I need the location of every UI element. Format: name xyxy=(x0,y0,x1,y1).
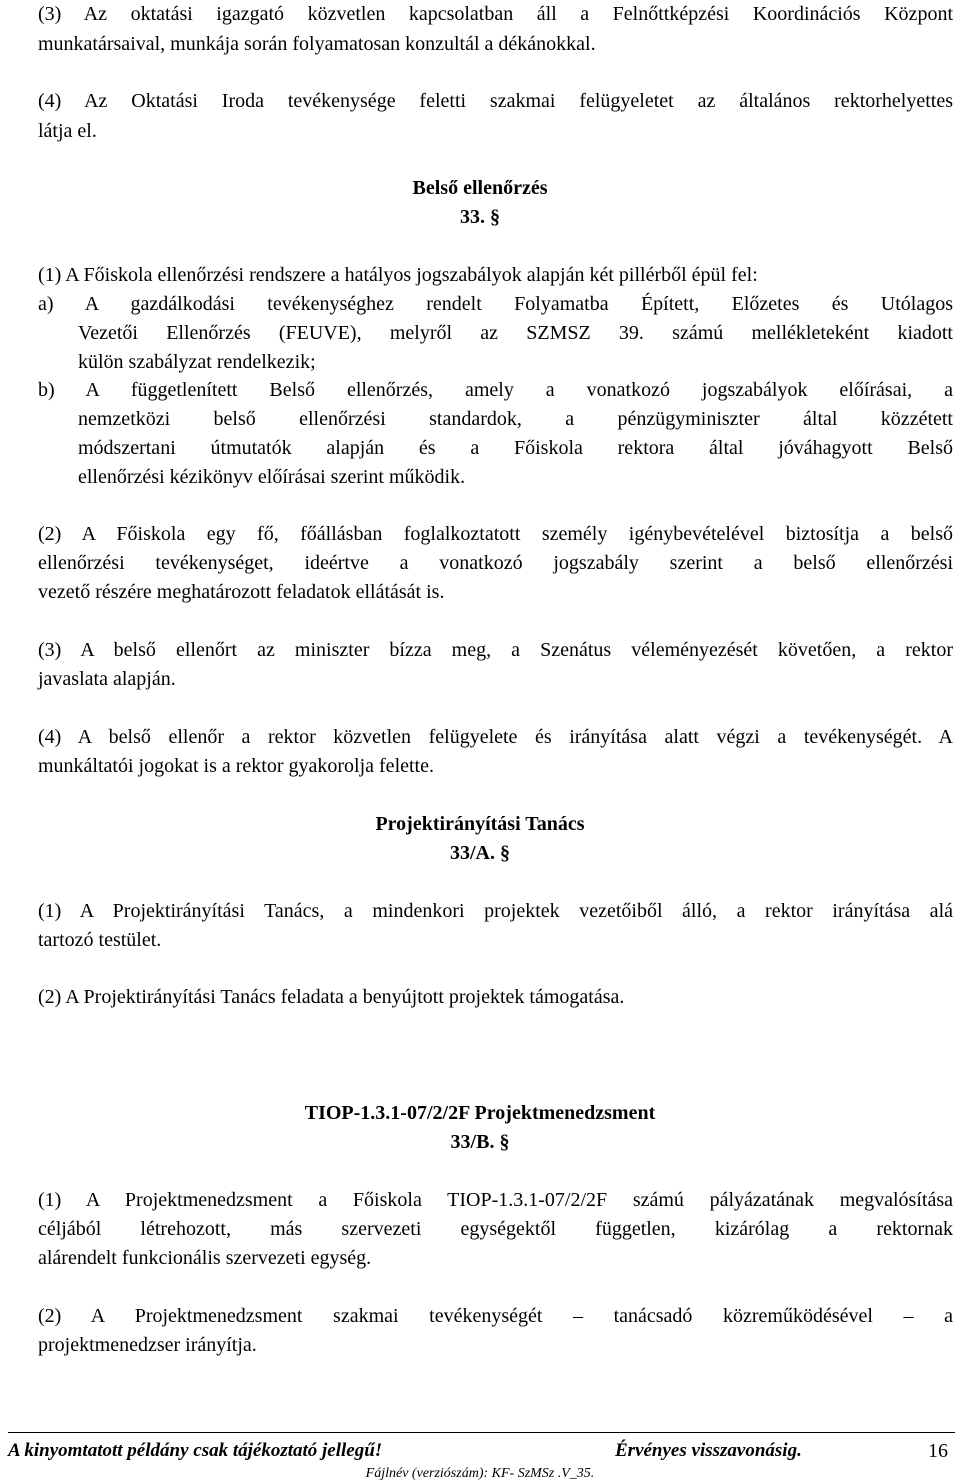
list-item-line: módszertani útmutatók alapján és a Főiskola rektora által jóváhagyott Belső xyxy=(78,437,953,459)
footer-filename: Fájlnév (verziószám): KF- SzMSz .V_35. xyxy=(365,1466,595,1481)
section-number: 33. § xyxy=(460,206,500,228)
paragraph-line: látja el. xyxy=(38,120,97,142)
page-number: 16 xyxy=(928,1440,948,1462)
section-heading: TIOP-1.3.1-07/2/2F Projektmenedzsment xyxy=(304,1102,656,1124)
section-heading: Belső ellenőrzés xyxy=(412,177,548,199)
section-number: 33/A. § xyxy=(450,842,510,864)
paragraph-line: (1) A Projektmenedzsment a Főiskola TIOP-1.3.1-07/2/2F számú pályázatának megvalósítása xyxy=(38,1189,953,1211)
paragraph-line: (4) A belső ellenőr a rektor közvetlen felügyelete és irányítása alatt végzi a tevékenységét. A xyxy=(38,726,953,748)
paragraph-line: (1) A Projektirányítási Tanács, a mindenkori projektek vezetőiből álló, a rektor irányítása alá xyxy=(38,900,953,922)
list-item-line: ellenőrzési kézikönyv előírásai szerint működik. xyxy=(78,466,466,488)
paragraph-line: munkáltatói jogokat is a rektor gyakorolja felette. xyxy=(38,755,434,777)
paragraph-line: ellenőrzési tevékenységet, ideértve a vonatkozó jogszabály szerint a belső ellenőrzési xyxy=(38,552,953,574)
paragraph-line: (3) Az oktatási igazgató közvetlen kapcsolatban áll a Felnőttképzési Koordinációs Központ xyxy=(38,3,953,25)
paragraph-line: (2) A Főiskola egy fő, főállásban foglalkoztatott személy igénybevételével biztosítja a belső xyxy=(38,523,953,545)
paragraph-line: javaslata alapján. xyxy=(38,668,176,690)
list-item-line: b) A függetlenített Belső ellenőrzés, amely a vonatkozó jogszabályok előírásai, a xyxy=(38,379,953,401)
list-item-line: a) A gazdálkodási tevékenységhez rendelt Folyamatba Épített, Előzetes és Utólagos xyxy=(38,293,953,315)
footer-disclaimer: A kinyomtatott példány csak tájékoztató jellegű! xyxy=(8,1440,383,1461)
paragraph-line: (1) A Főiskola ellenőrzési rendszere a hatályos jogszabályok alapján két pillérből épül fel: xyxy=(38,264,758,286)
paragraph-line: munkatársaival, munkája során folyamatosan konzultál a dékánokkal. xyxy=(38,33,596,55)
footer-validity: Érvényes visszavonásig. xyxy=(615,1440,802,1461)
paragraph-line: (2) A Projektirányítási Tanács feladata a benyújtott projektek támogatása. xyxy=(38,986,625,1008)
paragraph-line: (3) A belső ellenőrt az miniszter bízza meg, a Szenátus véleményezését követően, a rektor xyxy=(38,639,953,661)
list-item-line: nemzetközi belső ellenőrzési standardok, a pénzügyminiszter által közzétett xyxy=(78,408,953,430)
paragraph-line: céljából létrehozott, más szervezeti egységektől független, kizárólag a rektornak xyxy=(38,1218,953,1240)
section-number: 33/B. § xyxy=(450,1131,510,1153)
section-heading: Projektirányítási Tanács xyxy=(375,813,585,835)
list-item-line: külön szabályzat rendelkezik; xyxy=(78,351,316,373)
paragraph-line: (2) A Projektmenedzsment szakmai tevékenységét – tanácsadó közreműködésével – a xyxy=(38,1305,953,1327)
paragraph-line: (4) Az Oktatási Iroda tevékenysége feletti szakmai felügyeletet az általános rektorhelyettes xyxy=(38,90,953,112)
paragraph-line: projektmenedzser irányítja. xyxy=(38,1334,257,1356)
paragraph-line: alárendelt funkcionális szervezeti egység. xyxy=(38,1247,372,1269)
list-item-line: Vezetői Ellenőrzés (FEUVE), melyről az SZMSZ 39. számú mellékleteként kiadott xyxy=(78,322,953,344)
paragraph-line: tartozó testület. xyxy=(38,929,162,951)
paragraph-line: vezető részére meghatározott feladatok ellátását is. xyxy=(38,581,445,603)
footer-divider xyxy=(8,1432,955,1433)
